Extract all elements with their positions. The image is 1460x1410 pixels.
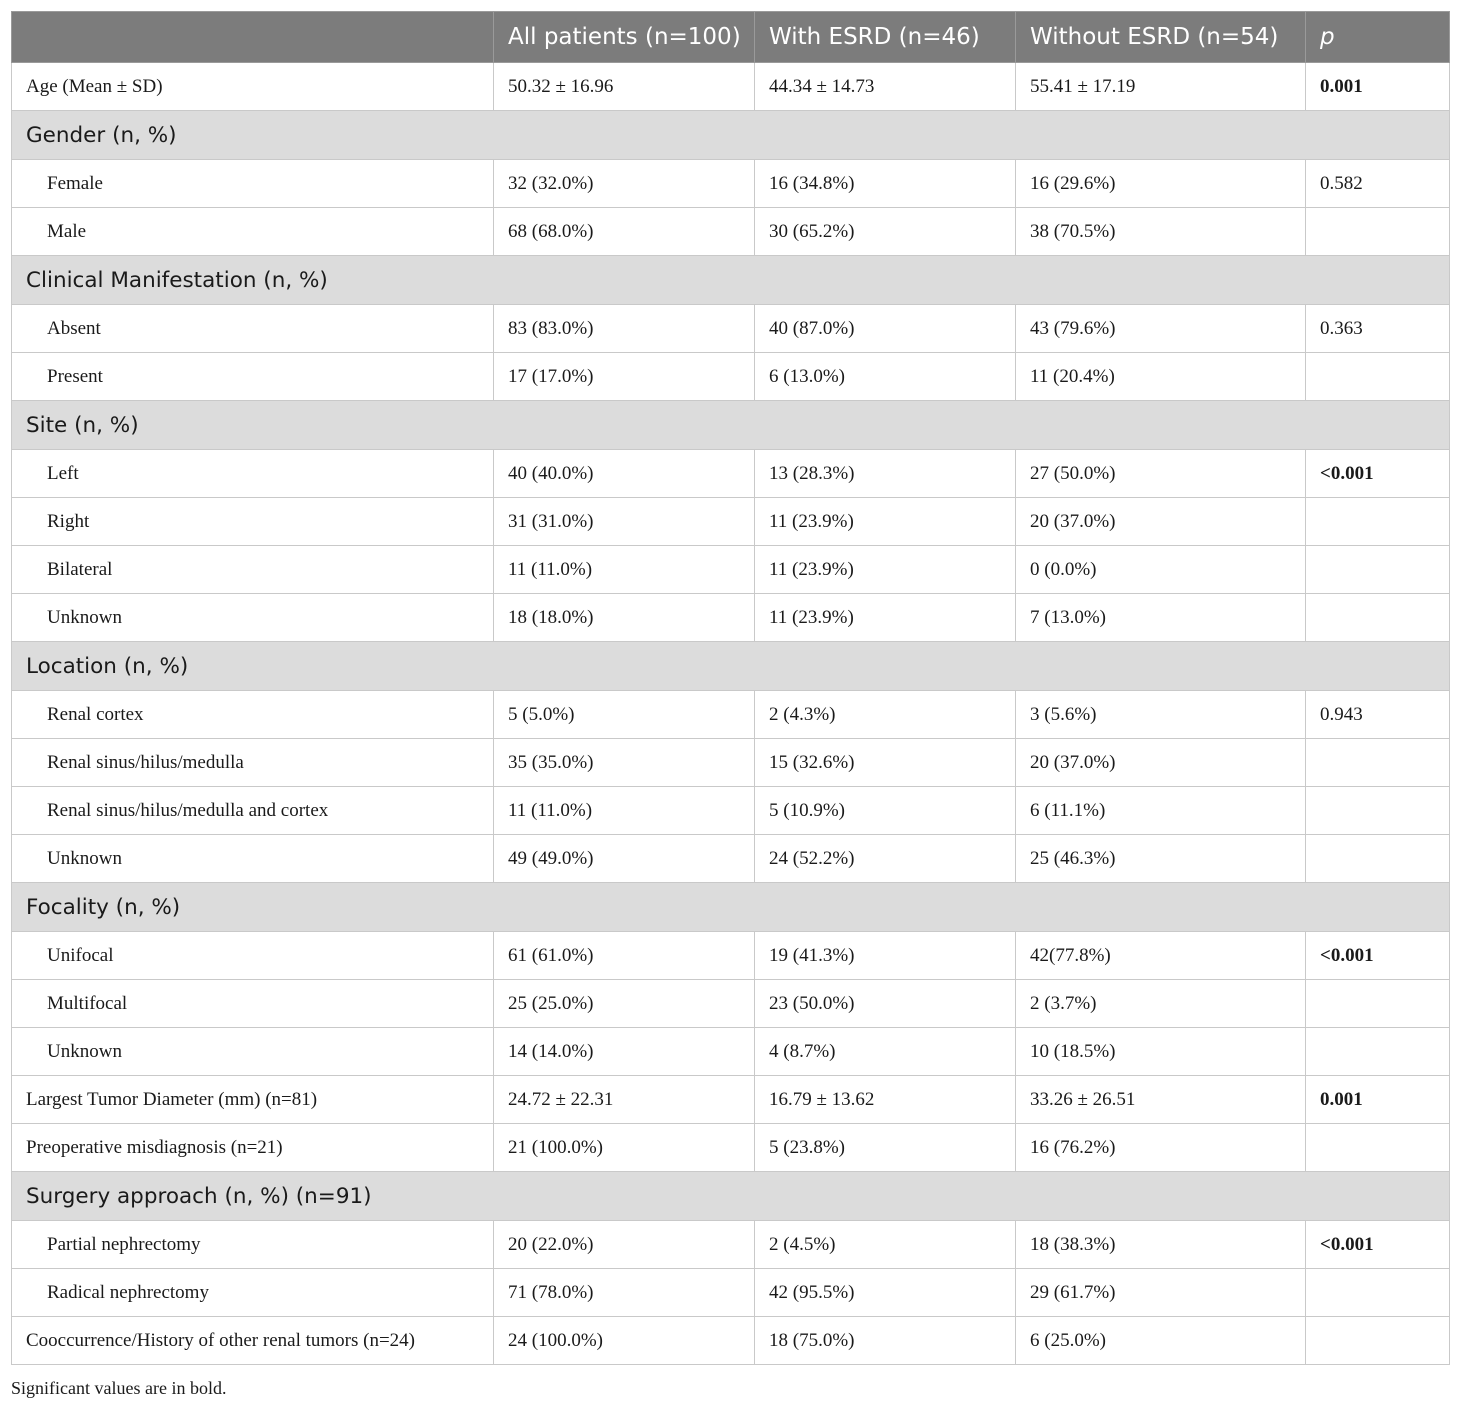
- row-label-cell: Preoperative misdiagnosis (n=21): [12, 1124, 494, 1172]
- with-esrd-cell: 11 (23.9%): [755, 546, 1016, 594]
- all-patients-cell: 24.72 ± 22.31: [494, 1076, 755, 1124]
- row-label-cell: Right: [12, 498, 494, 546]
- all-patients-cell: 49 (49.0%): [494, 835, 755, 883]
- table-row: [12, 980, 1450, 1028]
- section-label: Site (n, %): [12, 401, 1450, 450]
- p-value-cell: 0.001: [1306, 1076, 1450, 1124]
- row-label-cell: Radical nephrectomy: [12, 1269, 494, 1317]
- table-footnote: Significant values are in bold.: [11, 1378, 227, 1398]
- p-value-cell: [1306, 787, 1450, 835]
- table-row: [12, 932, 1450, 980]
- without-esrd-cell: 33.26 ± 26.51: [1016, 1076, 1306, 1124]
- row-label-cell: Largest Tumor Diameter (mm) (n=81): [12, 1076, 494, 1124]
- table-row: [12, 1221, 1450, 1269]
- table-row: [12, 739, 1450, 787]
- without-esrd-cell: 10 (18.5%): [1016, 1028, 1306, 1076]
- table-row: [12, 691, 1450, 739]
- all-patients-cell: 18 (18.0%): [494, 594, 755, 642]
- with-esrd-cell: 15 (32.6%): [755, 739, 1016, 787]
- without-esrd-cell: 43 (79.6%): [1016, 305, 1306, 353]
- without-esrd-cell: 0 (0.0%): [1016, 546, 1306, 594]
- row-label-cell: Unknown: [12, 1028, 494, 1076]
- without-esrd-cell: 3 (5.6%): [1016, 691, 1306, 739]
- p-value-cell: [1306, 546, 1450, 594]
- table-row: [12, 1028, 1450, 1076]
- section-header-row: [12, 401, 1450, 450]
- row-label-cell: Renal cortex: [12, 691, 494, 739]
- all-patients-cell: 83 (83.0%): [494, 305, 755, 353]
- without-esrd-cell: 2 (3.7%): [1016, 980, 1306, 1028]
- row-label-cell: Multifocal: [12, 980, 494, 1028]
- without-esrd-cell: 20 (37.0%): [1016, 739, 1306, 787]
- table-row: [12, 835, 1450, 883]
- p-value-cell: [1306, 1124, 1450, 1172]
- patient-characteristics-table: [11, 11, 1450, 1365]
- row-label-cell: Female: [12, 160, 494, 208]
- without-esrd-cell: 11 (20.4%): [1016, 353, 1306, 401]
- row-label-cell: Age (Mean ± SD): [12, 63, 494, 111]
- with-esrd-cell: 6 (13.0%): [755, 353, 1016, 401]
- table-row: [12, 305, 1450, 353]
- p-value-cell: 0.582: [1306, 160, 1450, 208]
- table-row: [12, 546, 1450, 594]
- all-patients-cell: 11 (11.0%): [494, 787, 755, 835]
- row-label-cell: Absent: [12, 305, 494, 353]
- section-header-row: [12, 642, 1450, 691]
- section-label: Gender (n, %): [12, 111, 1450, 160]
- all-patients-cell: 32 (32.0%): [494, 160, 755, 208]
- section-label: Surgery approach (n, %) (n=91): [12, 1172, 1450, 1221]
- without-esrd-cell: 27 (50.0%): [1016, 450, 1306, 498]
- without-esrd-cell: 25 (46.3%): [1016, 835, 1306, 883]
- all-patients-cell: 50.32 ± 16.96: [494, 63, 755, 111]
- header-with-esrd: With ESRD (n=46): [755, 12, 1016, 63]
- all-patients-cell: 24 (100.0%): [494, 1317, 755, 1365]
- all-patients-cell: 11 (11.0%): [494, 546, 755, 594]
- without-esrd-cell: 6 (11.1%): [1016, 787, 1306, 835]
- with-esrd-cell: 18 (75.0%): [755, 1317, 1016, 1365]
- p-value-cell: [1306, 1028, 1450, 1076]
- table-row: [12, 353, 1450, 401]
- row-label-cell: Bilateral: [12, 546, 494, 594]
- section-header-row: [12, 111, 1450, 160]
- without-esrd-cell: 7 (13.0%): [1016, 594, 1306, 642]
- all-patients-cell: 61 (61.0%): [494, 932, 755, 980]
- table-row: [12, 208, 1450, 256]
- row-label-cell: Cooccurrence/History of other renal tumors (n=24): [12, 1317, 494, 1365]
- without-esrd-cell: 20 (37.0%): [1016, 498, 1306, 546]
- table-header-row: [12, 12, 1450, 63]
- table-row: [12, 1269, 1450, 1317]
- row-label-cell: Left: [12, 450, 494, 498]
- p-value-cell: [1306, 1317, 1450, 1365]
- table-row: [12, 1317, 1450, 1365]
- table-row: [12, 787, 1450, 835]
- all-patients-cell: 71 (78.0%): [494, 1269, 755, 1317]
- header-without-esrd: Without ESRD (n=54): [1016, 12, 1306, 63]
- without-esrd-cell: 42(77.8%): [1016, 932, 1306, 980]
- section-header-row: [12, 256, 1450, 305]
- table-row: [12, 1124, 1450, 1172]
- all-patients-cell: 35 (35.0%): [494, 739, 755, 787]
- all-patients-cell: 25 (25.0%): [494, 980, 755, 1028]
- table-row: [12, 160, 1450, 208]
- all-patients-cell: 20 (22.0%): [494, 1221, 755, 1269]
- p-value-cell: [1306, 208, 1450, 256]
- all-patients-cell: 31 (31.0%): [494, 498, 755, 546]
- with-esrd-cell: 19 (41.3%): [755, 932, 1016, 980]
- row-label-cell: Male: [12, 208, 494, 256]
- table-row: [12, 594, 1450, 642]
- all-patients-cell: 17 (17.0%): [494, 353, 755, 401]
- without-esrd-cell: 29 (61.7%): [1016, 1269, 1306, 1317]
- row-label-cell: Unknown: [12, 594, 494, 642]
- table-row: [12, 1076, 1450, 1124]
- with-esrd-cell: 44.34 ± 14.73: [755, 63, 1016, 111]
- p-value-cell: [1306, 498, 1450, 546]
- with-esrd-cell: 16 (34.8%): [755, 160, 1016, 208]
- section-label: Location (n, %): [12, 642, 1450, 691]
- row-label-cell: Renal sinus/hilus/medulla and cortex: [12, 787, 494, 835]
- p-value-cell: [1306, 353, 1450, 401]
- p-value-cell: <0.001: [1306, 932, 1450, 980]
- p-value-cell: 0.001: [1306, 63, 1450, 111]
- p-value-cell: [1306, 739, 1450, 787]
- row-label-cell: Renal sinus/hilus/medulla: [12, 739, 494, 787]
- with-esrd-cell: 42 (95.5%): [755, 1269, 1016, 1317]
- without-esrd-cell: 55.41 ± 17.19: [1016, 63, 1306, 111]
- without-esrd-cell: 38 (70.5%): [1016, 208, 1306, 256]
- with-esrd-cell: 2 (4.5%): [755, 1221, 1016, 1269]
- p-value-cell: <0.001: [1306, 450, 1450, 498]
- p-value-cell: <0.001: [1306, 1221, 1450, 1269]
- header-p-value: p: [1306, 12, 1450, 63]
- table-row: [12, 498, 1450, 546]
- section-label: Focality (n, %): [12, 883, 1450, 932]
- all-patients-cell: 5 (5.0%): [494, 691, 755, 739]
- with-esrd-cell: 13 (28.3%): [755, 450, 1016, 498]
- section-label: Clinical Manifestation (n, %): [12, 256, 1450, 305]
- with-esrd-cell: 2 (4.3%): [755, 691, 1016, 739]
- p-value-cell: [1306, 594, 1450, 642]
- with-esrd-cell: 11 (23.9%): [755, 594, 1016, 642]
- with-esrd-cell: 40 (87.0%): [755, 305, 1016, 353]
- with-esrd-cell: 30 (65.2%): [755, 208, 1016, 256]
- without-esrd-cell: 6 (25.0%): [1016, 1317, 1306, 1365]
- all-patients-cell: 21 (100.0%): [494, 1124, 755, 1172]
- row-label-cell: Partial nephrectomy: [12, 1221, 494, 1269]
- with-esrd-cell: 23 (50.0%): [755, 980, 1016, 1028]
- with-esrd-cell: 11 (23.9%): [755, 498, 1016, 546]
- without-esrd-cell: 16 (29.6%): [1016, 160, 1306, 208]
- header-all-patients: All patients (n=100): [494, 12, 755, 63]
- table-row: [12, 63, 1450, 111]
- with-esrd-cell: 16.79 ± 13.62: [755, 1076, 1016, 1124]
- p-value-cell: 0.363: [1306, 305, 1450, 353]
- with-esrd-cell: 5 (23.8%): [755, 1124, 1016, 1172]
- all-patients-cell: 68 (68.0%): [494, 208, 755, 256]
- with-esrd-cell: 4 (8.7%): [755, 1028, 1016, 1076]
- p-value-cell: [1306, 1269, 1450, 1317]
- row-label-cell: Present: [12, 353, 494, 401]
- section-header-row: [12, 1172, 1450, 1221]
- with-esrd-cell: 24 (52.2%): [755, 835, 1016, 883]
- without-esrd-cell: 16 (76.2%): [1016, 1124, 1306, 1172]
- p-value-cell: 0.943: [1306, 691, 1450, 739]
- p-value-cell: [1306, 835, 1450, 883]
- table-body: [12, 63, 1450, 1365]
- with-esrd-cell: 5 (10.9%): [755, 787, 1016, 835]
- header-blank: [12, 12, 494, 63]
- section-header-row: [12, 883, 1450, 932]
- table-row: [12, 450, 1450, 498]
- p-value-cell: [1306, 980, 1450, 1028]
- row-label-cell: Unifocal: [12, 932, 494, 980]
- all-patients-cell: 40 (40.0%): [494, 450, 755, 498]
- all-patients-cell: 14 (14.0%): [494, 1028, 755, 1076]
- row-label-cell: Unknown: [12, 835, 494, 883]
- without-esrd-cell: 18 (38.3%): [1016, 1221, 1306, 1269]
